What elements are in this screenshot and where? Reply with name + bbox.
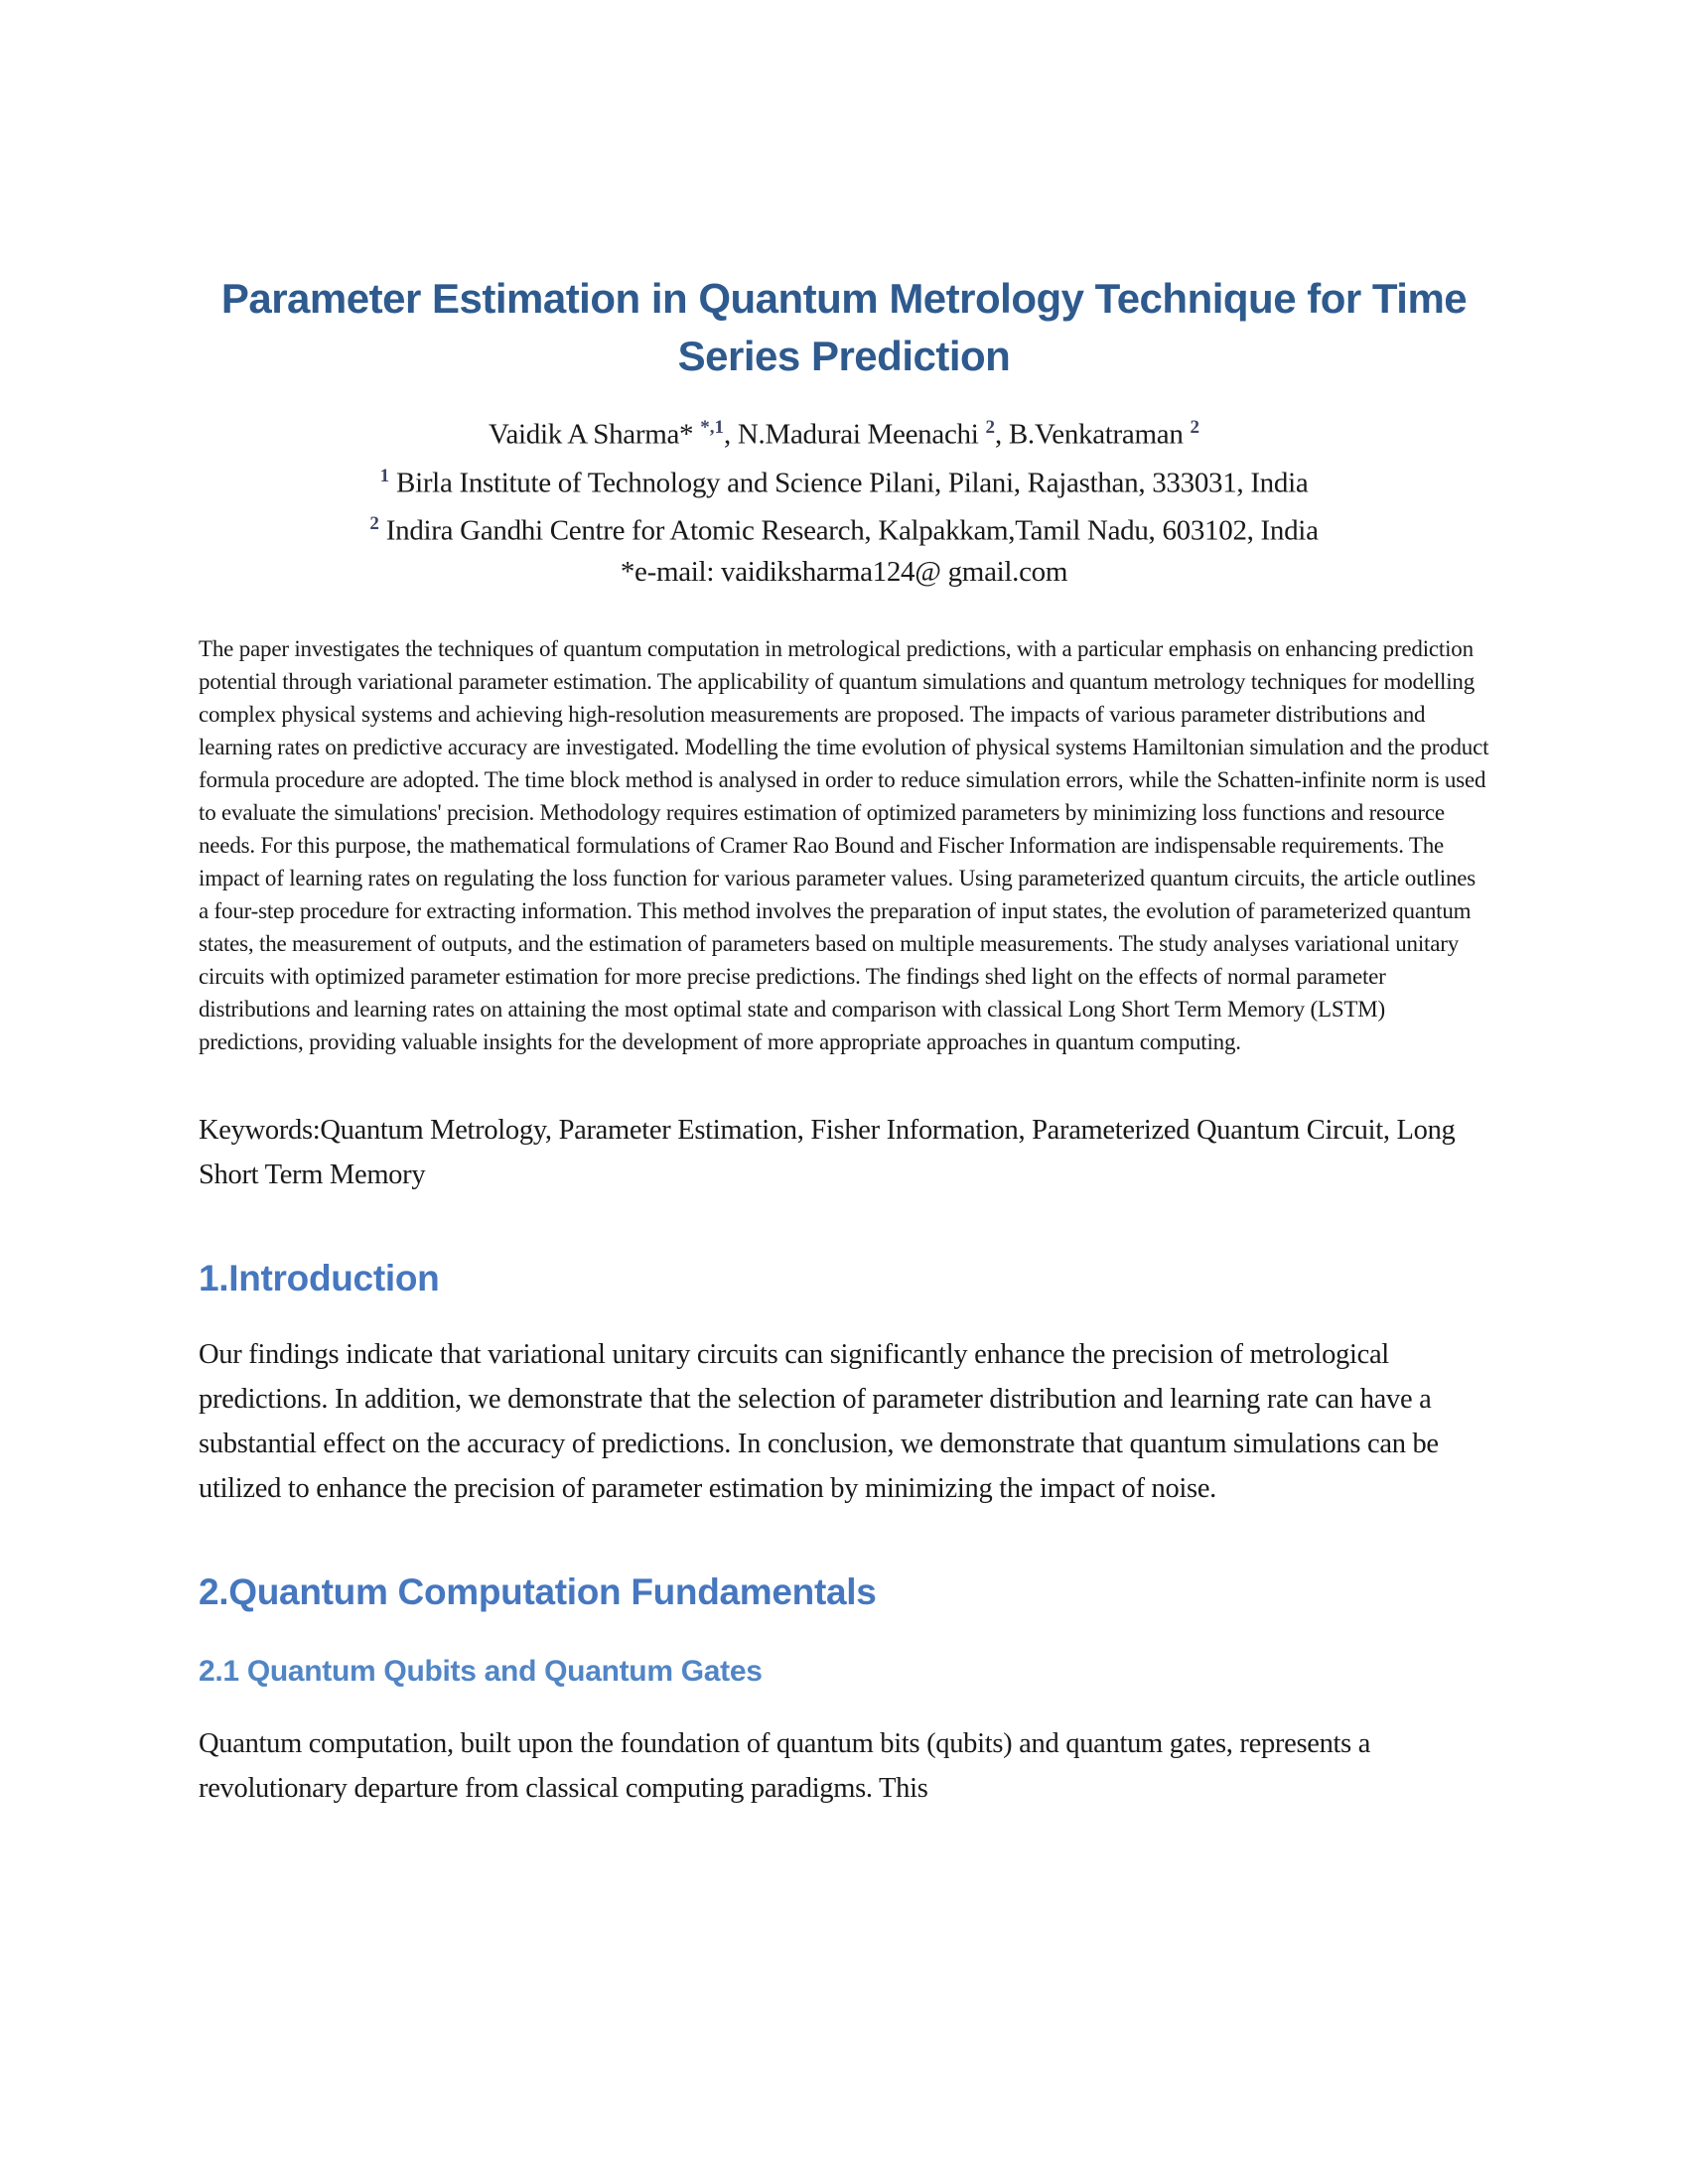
author-name-3: , B.Venkatraman bbox=[994, 418, 1191, 451]
abstract-paragraph: The paper investigates the techniques of quantum computation in metrological predictions, with a particular emphasis on enhancing prediction potential through variational parameter estimation. The applicability of quantum simulations and quantum metrology techniques for modelling complex physical systems and achieving high-resolution measurements are proposed. The impacts of various parameter distributions and learning rates on predictive accuracy are investigated. Modelling the time evolution of physical systems Hamiltonian simulation and the product formula procedure are adopted. The time block method is analysed in order to reduce simulation errors, while the Schatten-infinite norm is used to evaluate the simulations' precision. Methodology requires estimation of optimized parameters by minimizing loss functions and resource needs. For this purpose, the mathematical formulations of Cramer Rao Bound and Fischer Information are indispensable requirements. The impact of learning rates on regulating the loss function for various parameter values. Using parameterized quantum circuits, the article outlines a four-step procedure for extracting information. This method involves the preparation of input states, the evolution of parameterized quantum states, the measurement of outputs, and the estimation of parameters based on multiple measurements. The study analyses variational unitary circuits with optimized parameter estimation for more precise predictions. The findings shed light on the effects of normal parameter distributions and learning rates on attaining the most optimal state and comparison with classical Long Short Term Memory (LSTM) predictions, providing valuable insights for the development of more appropriate approaches in quantum computing. bbox=[199, 635, 1489, 1054]
author-superscript-1: *,1 bbox=[700, 417, 724, 438]
affiliation-line-2 bbox=[199, 503, 1489, 552]
author-name-1: Vaidik A Sharma* bbox=[489, 418, 701, 451]
paper-title: Parameter Estimation in Quantum Metrology Technique for Time Series Prediction bbox=[220, 275, 1468, 379]
section-heading-introduction: 1.Introduction bbox=[199, 1257, 440, 1298]
author-block bbox=[199, 407, 1489, 593]
author-superscript-2: 2 bbox=[985, 417, 995, 438]
author-name-2: , N.Madurai Meenachi bbox=[723, 418, 986, 451]
author-superscript-3: 2 bbox=[1190, 417, 1199, 438]
keywords-line: Keywords:Quantum Metrology, Parameter Estimation, Fisher Information, Parameterized Quantum Circuit, Long Short Term Memory bbox=[199, 1114, 1456, 1190]
affiliation-text-1: Birla Institute of Technology and Science Pilani, Pilani, Rajasthan, 333031, India bbox=[389, 467, 1309, 499]
section-heading-fundamentals: 2.Quantum Computation Fundamentals bbox=[199, 1570, 877, 1612]
affiliation-line-1 bbox=[199, 456, 1489, 504]
affiliation-text-2: Indira Gandhi Centre for Atomic Research, Kalpakkam,Tamil Nadu, 603102, India bbox=[378, 514, 1319, 547]
page-content bbox=[199, 0, 1489, 1811]
affiliation-superscript-2: 2 bbox=[369, 513, 379, 535]
fundamentals-paragraph: Quantum computation, built upon the foundation of quantum bits (qubits) and quantum gates, represents a revolutionary departure from classical computing paradigms. This bbox=[199, 1727, 1371, 1804]
introduction-paragraph: Our findings indicate that variational unitary circuits can significantly enhance the precision of metrological predictions. In addition, we demonstrate that the selection of parameter distribution and learning rate can have a substantial effect on the accuracy of predictions. In conclusion, we demonstrate that quantum simulations can be utilized to enhance the precision of parameter estimation by minimizing the impact of noise. bbox=[199, 1338, 1439, 1504]
author-line bbox=[199, 407, 1489, 456]
email-line: *e-mail: vaidiksharma124@ gmail.com bbox=[620, 555, 1068, 588]
subsection-heading-qubits-gates: 2.1 Quantum Qubits and Quantum Gates bbox=[199, 1654, 763, 1688]
affiliation-superscript-1: 1 bbox=[379, 465, 390, 486]
